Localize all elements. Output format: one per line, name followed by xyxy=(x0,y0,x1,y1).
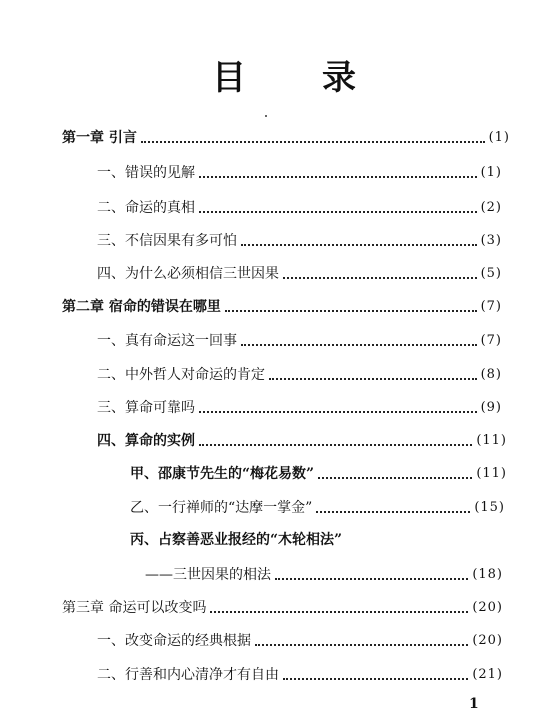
leader-dots xyxy=(316,511,470,513)
toc-page: (18) xyxy=(472,567,503,582)
toc-page: (21) xyxy=(472,667,503,682)
leader-dots xyxy=(225,310,477,312)
toc-subentry[interactable] xyxy=(130,529,430,551)
toc-subentry[interactable] xyxy=(130,497,505,519)
toc-page: (11) xyxy=(476,466,507,481)
toc-entry[interactable] xyxy=(97,397,502,419)
toc-label: 一、改变命运的经典根据 xyxy=(97,633,251,649)
toc-label: 四、算命的实例 xyxy=(97,433,195,449)
toc-label: 丙、占察善恶业报经的“木轮相法” xyxy=(130,532,343,548)
toc-label: 第三章 命运可以改变吗 xyxy=(62,600,207,616)
leader-dots xyxy=(199,411,477,413)
toc-entry[interactable] xyxy=(97,430,507,452)
toc-page: (15) xyxy=(474,500,505,515)
toc-page: (5) xyxy=(480,266,502,281)
toc-label: 三、算命可靠吗 xyxy=(97,400,195,416)
toc-entry[interactable] xyxy=(97,664,503,686)
leader-dots xyxy=(283,277,477,279)
toc-label: 一、错误的见解 xyxy=(97,165,195,181)
leader-dots xyxy=(199,444,472,446)
toc-entry[interactable] xyxy=(97,230,502,252)
toc-page: (20) xyxy=(472,600,503,615)
leader-dots xyxy=(318,477,472,479)
toc-entry[interactable] xyxy=(97,197,502,219)
toc-page: (20) xyxy=(472,633,503,648)
toc-page: (8) xyxy=(480,367,502,382)
toc-label: 二、行善和内心清净才有自由 xyxy=(97,667,279,683)
page-number: 1 xyxy=(469,696,479,712)
toc-chapter-1[interactable] xyxy=(62,127,510,149)
toc-subentry-continuation[interactable] xyxy=(145,564,503,586)
toc-entry[interactable] xyxy=(97,330,502,352)
toc-label: 四、为什么必须相信三世因果 xyxy=(97,266,279,282)
toc-label: 二、中外哲人对命运的肯定 xyxy=(97,367,265,383)
toc-label: 第二章 宿命的错误在哪里 xyxy=(62,299,221,315)
leader-dots xyxy=(255,644,468,646)
toc-chapter-2[interactable] xyxy=(62,296,502,318)
leader-dots xyxy=(210,611,468,613)
print-speck xyxy=(265,115,267,117)
toc-page: (11) xyxy=(476,433,507,448)
toc-entry[interactable] xyxy=(97,364,502,386)
toc-entry[interactable] xyxy=(97,162,502,184)
title-char-2: 录 xyxy=(322,58,358,98)
toc-label: 乙、一行禅师的“达摩一掌金” xyxy=(130,500,313,516)
leader-dots xyxy=(269,378,477,380)
toc-page: (1) xyxy=(480,165,502,180)
leader-dots xyxy=(141,141,485,143)
toc-label: 第一章 引言 xyxy=(62,130,137,146)
toc-page: (2) xyxy=(480,200,502,215)
toc-chapter-3[interactable] xyxy=(62,597,503,619)
toc-label: 二、命运的真相 xyxy=(97,200,195,216)
leader-dots xyxy=(241,244,477,246)
toc-page: (1) xyxy=(488,130,510,145)
toc-label: ——三世因果的相法 xyxy=(145,567,271,583)
toc-page: (7) xyxy=(480,333,502,348)
toc-entry[interactable] xyxy=(97,630,503,652)
toc-page: (3) xyxy=(480,233,502,248)
toc-label: 三、不信因果有多可怕 xyxy=(97,233,237,249)
toc-page: (7) xyxy=(480,299,502,314)
leader-dots xyxy=(241,344,477,346)
toc-page: (9) xyxy=(480,400,502,415)
leader-dots xyxy=(199,176,477,178)
leader-dots xyxy=(275,578,468,580)
toc-subentry[interactable] xyxy=(130,463,507,485)
leader-dots xyxy=(283,678,468,680)
toc-entry[interactable] xyxy=(97,263,502,285)
toc-label: 甲、邵康节先生的“梅花易数” xyxy=(130,466,315,482)
toc-label: 一、真有命运这一回事 xyxy=(97,333,237,349)
title-char-1: 目 xyxy=(212,58,248,98)
leader-dots xyxy=(199,211,477,213)
